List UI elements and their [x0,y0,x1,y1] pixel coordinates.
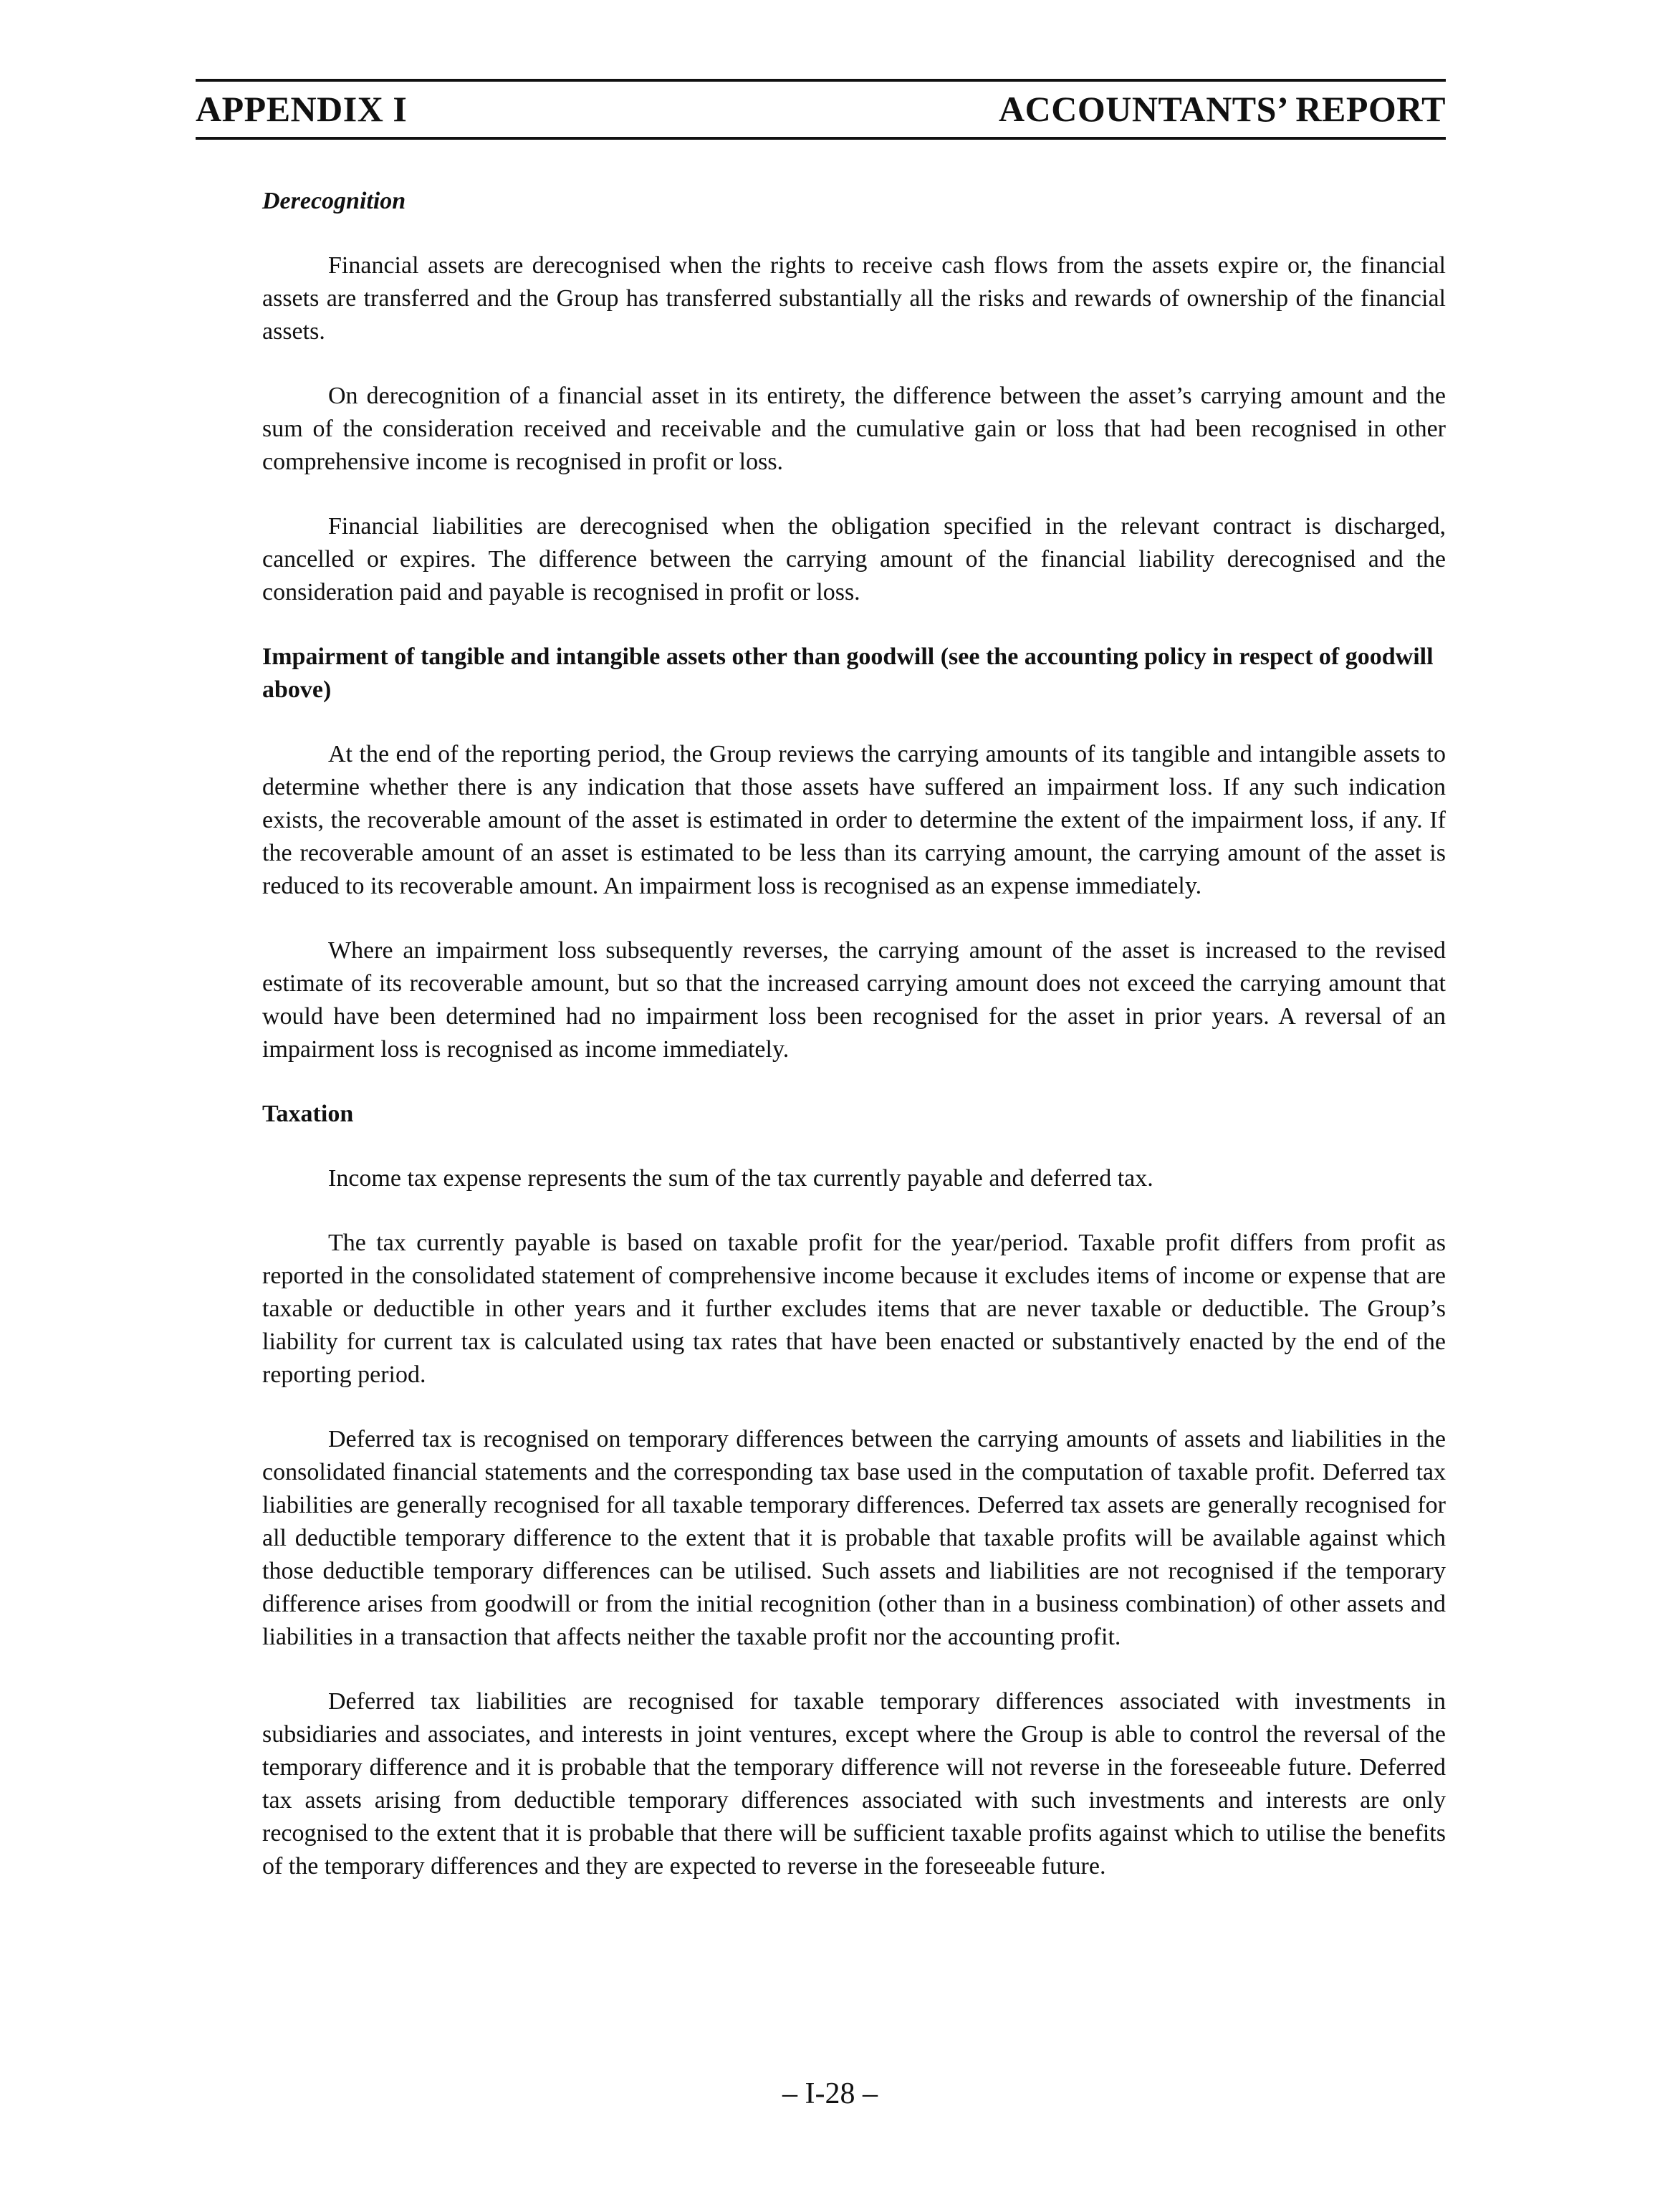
derecognition-paragraph-3: Financial liabilities are derecognised when the obligation specified in the relevant contract is discharged, cancelled or expires. The difference between the carrying amount of the financial liability derecognised and the consideration paid and payable is recognised in profit or loss. [262,513,1446,605]
page-content [262,185,1446,1915]
page-number: – I-28 – [782,2077,878,2110]
derecognition-heading: Derecognition [262,188,406,214]
taxation-paragraph-4: Deferred tax liabilities are recognised for taxable temporary differences associated with investments in subsidiaries and associates, and interests in joint ventures, except where the Group is able to control the reversal of the temporary difference and it is probable that the temporary difference will not reverse in the foreseeable future. Deferred tax assets arising from deductible temporary differences associated with such investments and interests are only recognised to the extent that it is probable that there will be sufficient taxable profits against which to utilise the benefits of the temporary differences and they are expected to reverse in the foreseeable future. [262,1688,1446,1880]
header-bottom-rule [196,137,1446,140]
derecognition-paragraph-1: Financial assets are derecognised when the rights to receive cash flows from the assets expire or, the financial assets are transferred and the Group has transferred substantially all the risks and rewards of ownership of the financial assets. [262,252,1446,345]
impairment-heading: Impairment of tangible and intangible assets other than goodwill (see the accounting policy in respect of goodwill above) [262,643,1434,703]
taxation-paragraph-1: Income tax expense represents the sum of the tax currently payable and deferred tax. [328,1165,1153,1192]
appendix-label: APPENDIX I [196,89,408,129]
taxation-paragraph-2: The tax currently payable is based on taxable profit for the year/period. Taxable profit differs from profit as reported in the consolidated statement of comprehensive income because it excludes items of income or expense that are taxable or deductible in other years and it further excludes items that are never taxable or deductible. The Group’s liability for current tax is calculated using tax rates that have been enacted or substantively enacted by the end of the reporting period. [262,1230,1446,1388]
report-title: ACCOUNTANTS’ REPORT [999,89,1446,129]
taxation-heading: Taxation [262,1101,354,1127]
impairment-paragraph-2: Where an impairment loss subsequently reverses, the carrying amount of the asset is increased to the revised estimate of its recoverable amount, but so that the increased carrying amount does not exceed the carrying amount that would have been determined had no impairment loss been recognised for the asset in prior years. A reversal of an impairment loss is recognised as income immediately. [262,937,1446,1063]
taxation-paragraph-3: Deferred tax is recognised on temporary differences between the carrying amounts of assets and liabilities in the consolidated financial statements and the corresponding tax base used in the computation of taxable profit. Deferred tax liabilities are generally recognised for all taxable temporary differences. Deferred tax assets are generally recognised for all deductible temporary difference to the extent that it is probable that taxable profits will be available against which those deductible temporary differences can be utilised. Such assets and liabilities are not recognised if the temporary difference arises from goodwill or from the initial recognition (other than in a business combination) of other assets and liabilities in a transaction that affects neither the taxable profit nor the accounting profit. [262,1426,1446,1650]
impairment-paragraph-1: At the end of the reporting period, the Group reviews the carrying amounts of its tangible and intangible assets to determine whether there is any indication that those assets have suffered an impairment loss. If any such indication exists, the recoverable amount of the asset is estimated in order to determine the extent of the impairment loss, if any. If the recoverable amount of an asset is estimated to be less than its carrying amount, the carrying amount of the asset is reduced to its recoverable amount. An impairment loss is recognised as an expense immediately. [262,741,1446,899]
header-top-rule [196,79,1446,82]
derecognition-paragraph-2: On derecognition of a financial asset in its entirety, the difference between the asset’s carrying amount and the sum of the consideration received and receivable and the cumulative gain or loss that had been recognised in other comprehensive income is recognised in profit or loss. [262,383,1446,475]
